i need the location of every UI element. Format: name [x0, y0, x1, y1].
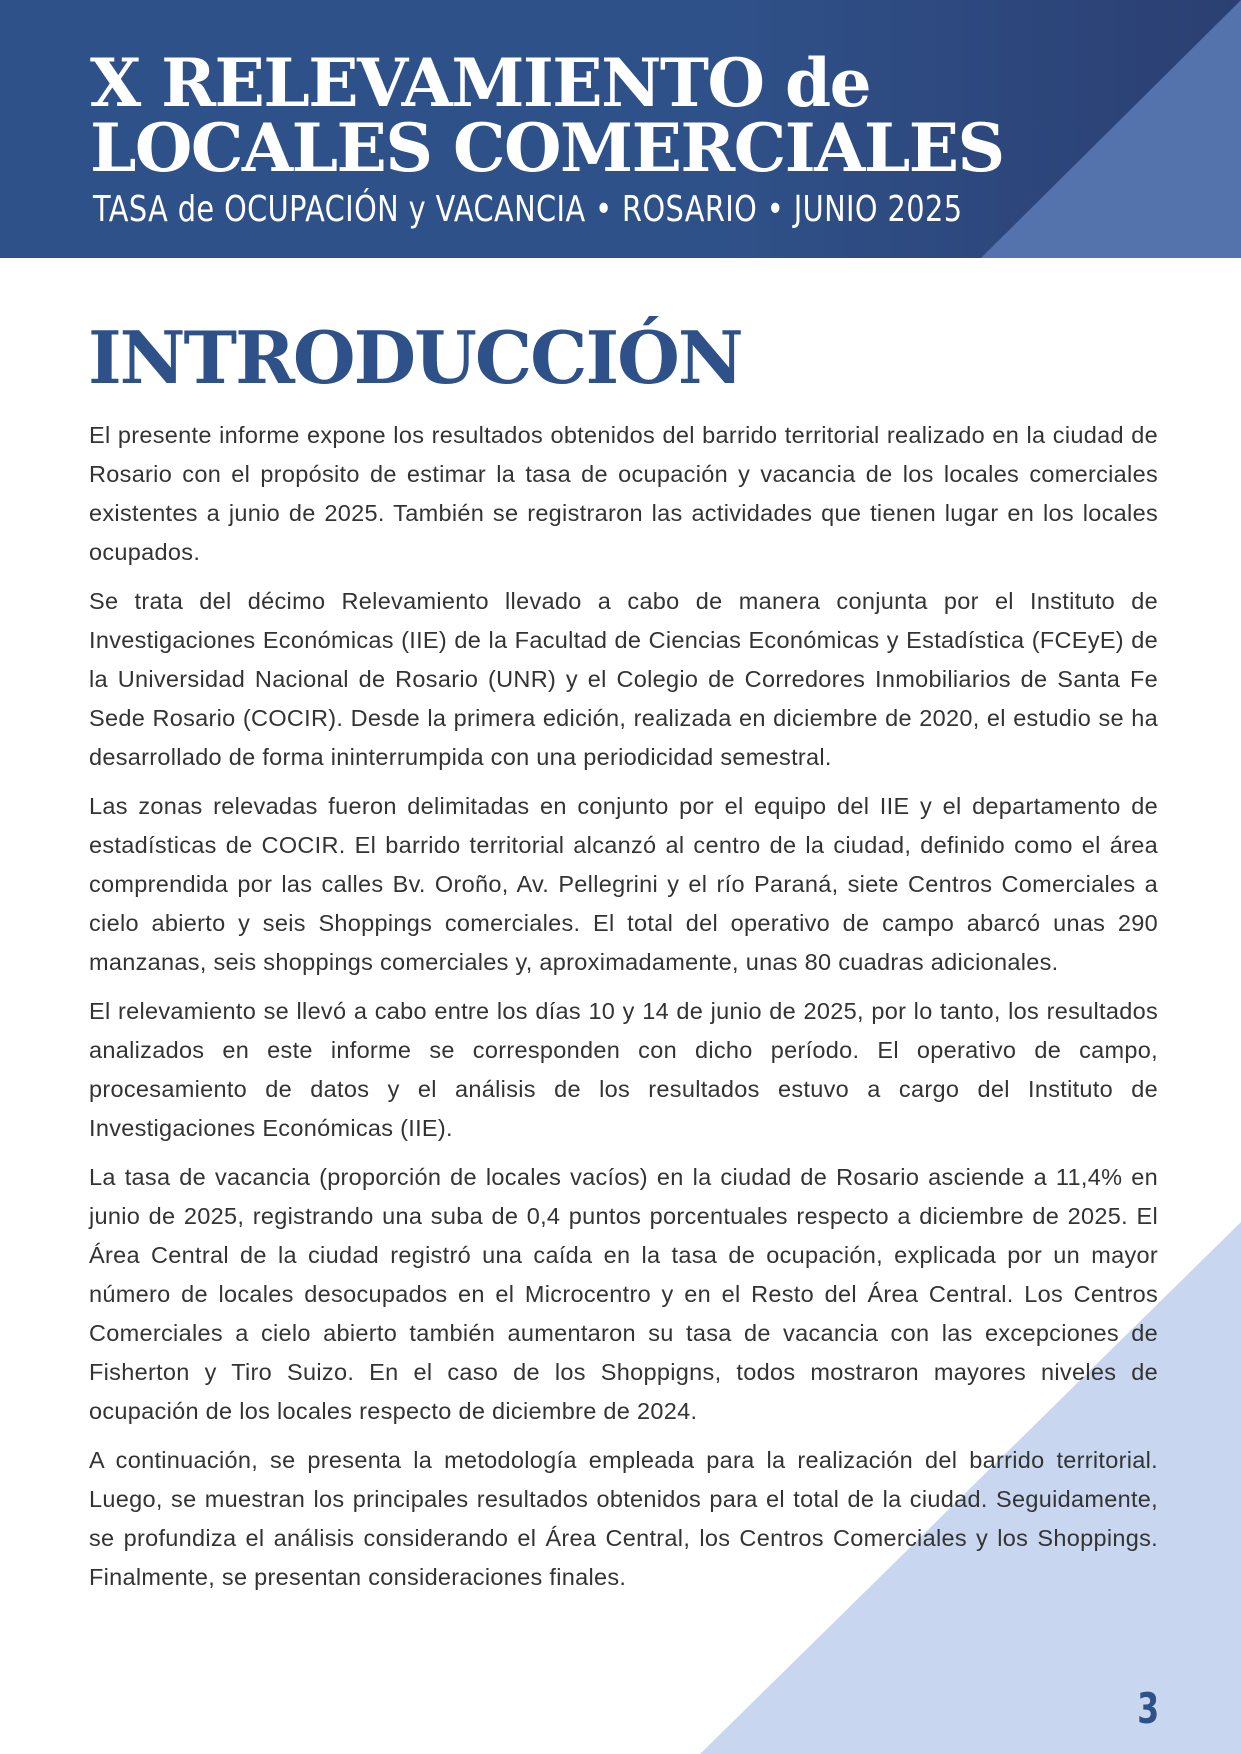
- header-corner-triangle: [981, 0, 1241, 258]
- report-title-line-1: X RELEVAMIENTO de: [90, 44, 871, 122]
- paragraph-6: A continuación, se presenta la metodología empleada para la realización del barrido territorial. Luego, se muestran los principales resultados obtenidos para el total de la ciudad. Seguidamente, se profundiza el análisis considerando el Área Central, los Centros Comerciales y los Shoppings. Finalmente, se presentan consideraciones finales.: [89, 1447, 1158, 1590]
- report-header: [0, 0, 1241, 258]
- paragraph-5: La tasa de vacancia (proporción de locales vacíos) en la ciudad de Rosario asciende a 11,4% en junio de 2025, registrando una suba de 0,4 puntos porcentuales respecto a diciembre de 2025. El Área Central de la ciudad registró una caída en la tasa de ocupación, explicada por un mayor número de locales desocupados en el Microcentro y en el Resto del Área Central. Los Centros Comerciales a cielo abierto también aumentaron su tasa de vacancia con las excepciones de Fisherton y Tiro Suizo. En el caso de los Shoppigns, todos mostraron mayores niveles de ocupación de los locales respecto de diciembre de 2024.: [89, 1164, 1158, 1424]
- page-number: 3: [1137, 1684, 1159, 1733]
- report-subtitle: TASA de OCUPACIÓN y VACANCIA • ROSARIO • JUNIO 2025: [93, 189, 963, 230]
- paragraph-1: El presente informe expone los resultados obtenidos del barrido territorial realizado en la ciudad de Rosario con el propósito de estimar la tasa de ocupación y vacancia de los locales comerciales existentes a junio de 2025. También se registraron las actividades que tienen lugar en los locales ocupados.: [89, 422, 1158, 565]
- paragraph-4: El relevamiento se llevó a cabo entre los días 10 y 14 de junio de 2025, por lo tanto, los resultados analizados en este informe se corresponden con dicho período. El operativo de campo, procesamiento de datos y el análisis de los resultados estuvo a cargo del Instituto de Investigaciones Económicas (IIE).: [89, 998, 1158, 1141]
- section-heading: INTRODUCCIÓN: [88, 315, 742, 400]
- introduction-body: [89, 416, 1158, 1607]
- report-title-line-2: LOCALES COMERCIALES: [90, 109, 1004, 187]
- paragraph-2: Se trata del décimo Relevamiento llevado a cabo de manera conjunta por el Instituto de Investigaciones Económicas (IIE) de la Facultad de Ciencias Económicas y Estadística (FCEyE) de la Universidad Nacional de Rosario (UNR) y el Colegio de Corredores Inmobiliarios de Santa Fe Sede Rosario (COCIR). Desde la primera edición, realizada en diciembre de 2020, el estudio se ha desarrollado de forma ininterrumpida con una periodicidad semestral.: [89, 588, 1158, 770]
- paragraph-3: Las zonas relevadas fueron delimitadas en conjunto por el equipo del IIE y el departamento de estadísticas de COCIR. El barrido territorial alcanzó al centro de la ciudad, definido como el área comprendida por las calles Bv. Oroño, Av. Pellegrini y el río Paraná, siete Centros Comerciales a cielo abierto y seis Shoppings comerciales. El total del operativo de campo abarcó unas 290 manzanas, seis shoppings comerciales y, aproximadamente, unas 80 cuadras adicionales.: [89, 793, 1158, 975]
